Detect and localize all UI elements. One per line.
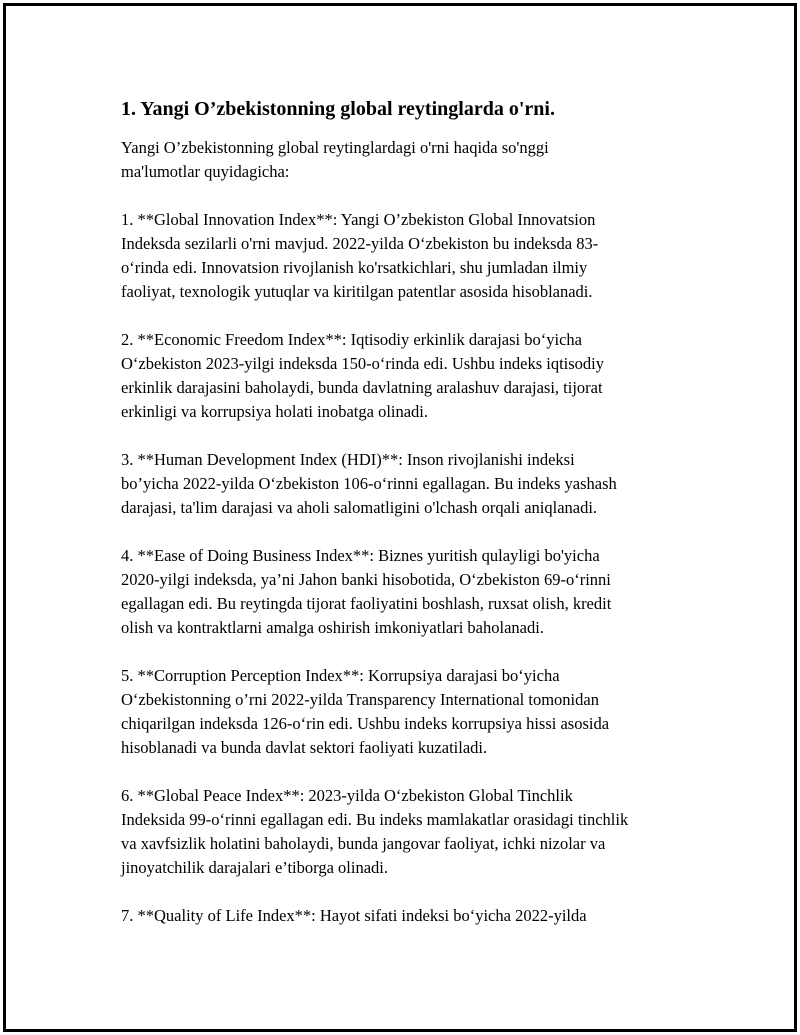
item-ease-of-doing-business-index xyxy=(121,544,701,640)
text-line: 6. **Global Peace Index**: 2023-yilda O‘zbekiston Global Tinchlik xyxy=(121,786,573,805)
item-economic-freedom-index xyxy=(121,328,701,424)
page-frame xyxy=(3,3,797,1032)
text-line: 7. **Quality of Life Index**: Hayot sifati indeksi bo‘yicha 2022-yilda xyxy=(121,906,587,925)
text-line: bo’yicha 2022-yilda O‘zbekiston 106-o‘rinni egallagan. Bu indeks yashash xyxy=(121,474,617,493)
text-line: o‘rinda edi. Innovatsion rivojlanish ko'rsatkichlari, shu jumladan ilmiy xyxy=(121,258,588,277)
intro-paragraph xyxy=(121,136,701,184)
text-line: erkinligi va korrupsiya holati inobatga olinadi. xyxy=(121,402,429,421)
text-line: 2. **Economic Freedom Index**: Iqtisodiy erkinlik darajasi bo‘yicha xyxy=(121,330,582,349)
text-line: hisoblanadi va bunda davlat sektori faoliyati kuzatiladi. xyxy=(121,738,488,757)
text-line: Indeksda sezilarli o'rni mavjud. 2022-yilda O‘zbekiston bu indeksda 83- xyxy=(121,234,599,253)
text-line: faoliyat, texnologik yutuqlar va kiritilgan patentlar asosida hisoblanadi. xyxy=(121,282,593,301)
text-line: erkinlik darajasini baholaydi, bunda davlatning aralashuv darajasi, tijorat xyxy=(121,378,603,397)
item-corruption-perception-index xyxy=(121,664,701,760)
text-line: egallagan edi. Bu reytingda tijorat faoliyatini boshlash, ruxsat olish, kredit xyxy=(121,594,612,613)
text-line: 5. **Corruption Perception Index**: Korrupsiya darajasi bo‘yicha xyxy=(121,666,560,685)
text-line: Indeksida 99-o‘rinni egallagan edi. Bu indeks mamlakatlar orasidagi tinchlik xyxy=(121,810,629,829)
text-line: va xavfsizlik holatini baholaydi, bunda jangovar faoliyat, ichki nizolar va xyxy=(121,834,606,853)
document-heading: 1. Yangi O’zbekistonning global reytinglarda o'rni. xyxy=(121,98,555,120)
text-line: chiqarilgan indeksda 126-o‘rin edi. Ushbu indeks korrupsiya hissi asosida xyxy=(121,714,610,733)
text-line: Yangi O’zbekistonning global reytinglardagi o'rni haqida so'nggi xyxy=(121,138,549,157)
text-line: jinoyatchilik darajalari e’tiborga olinadi. xyxy=(121,858,388,877)
text-line: 4. **Ease of Doing Business Index**: Biznes yuritish qulayligi bo'yicha xyxy=(121,546,600,565)
item-global-peace-index xyxy=(121,784,701,880)
text-line: ma'lumotlar quyidagicha: xyxy=(121,162,290,181)
text-line: darajasi, ta'lim darajasi va aholi salomatligini o'lchash orqali aniqlanadi. xyxy=(121,498,598,517)
text-line: O‘zbekiston 2023-yilgi indeksda 150-o‘rinda edi. Ushbu indeks iqtisodiy xyxy=(121,354,605,373)
item-global-innovation-index xyxy=(121,208,701,304)
text-line: olish va kontraktlarni amalga oshirish imkoniyatlari baholanadi. xyxy=(121,618,544,637)
text-line: O‘zbekistonning o’rni 2022-yilda Transparency International tomonidan xyxy=(121,690,599,709)
document-body xyxy=(121,96,701,952)
item-human-development-index xyxy=(121,448,701,520)
text-line: 2020-yilgi indeksda, ya’ni Jahon banki hisobotida, O‘zbekiston 69-o‘rinni xyxy=(121,570,611,589)
item-quality-of-life-index xyxy=(121,904,701,928)
text-line: 3. **Human Development Index (HDI)**: Inson rivojlanishi indeksi xyxy=(121,450,575,469)
text-line: 1. **Global Innovation Index**: Yangi O’zbekiston Global Innovatsion xyxy=(121,210,596,229)
